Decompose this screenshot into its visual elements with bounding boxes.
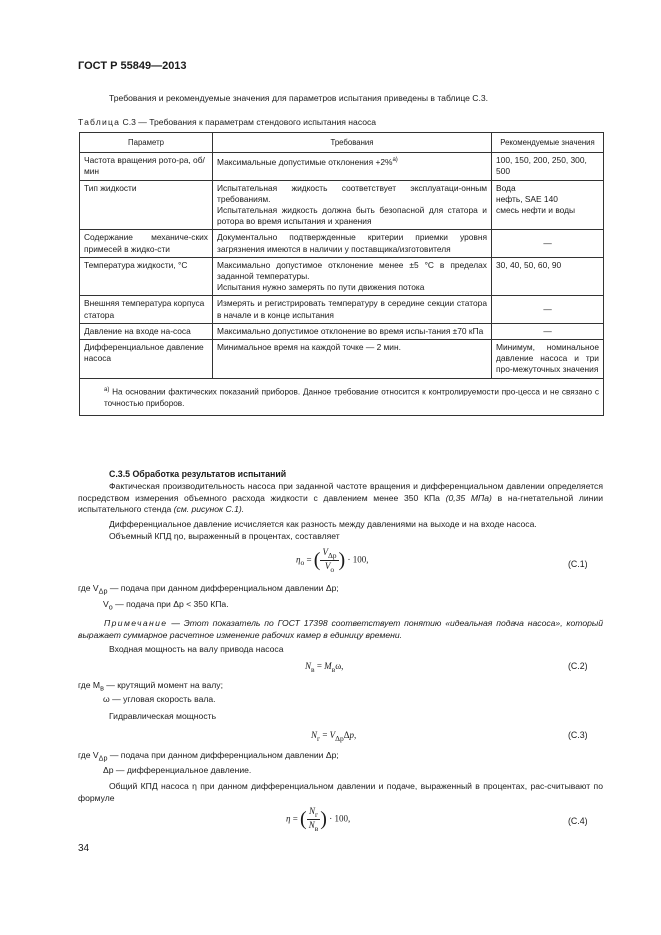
table-caption — [78, 117, 376, 127]
header-requirements: Требования — [213, 133, 492, 153]
paragraph-input-power: Входная мощность на валу привода насоса — [109, 644, 284, 654]
para-italic: (0,35 МПа) — [445, 492, 492, 503]
cell-recommended — [492, 180, 604, 230]
table-row — [80, 340, 604, 379]
where-item: где $М_в$ — крутящий момент на валу; — [78, 680, 223, 693]
document-id: ГОСТ Р 55849—2013 — [78, 60, 187, 72]
note-text: — Этот показатель по ГОСТ 17398 соответствует понятию «идеальная подача насоса», который выражает суммарное расчетное изменение рабочих камер в единицу времени. — [78, 618, 603, 640]
cell-parameter: Частота вращения рото-ра, об/мин — [80, 153, 213, 180]
formula-c2: $N_в = M_в\omega$, — [305, 661, 344, 674]
paragraph-hydraulic: Гидравлическая мощность — [109, 711, 217, 721]
cell-requirement — [213, 257, 492, 296]
cell-parameter: Давление на входе на-соса — [80, 323, 213, 339]
cell-parameter: Внешняя температура корпуса статора — [80, 296, 213, 323]
note-label: Примечание — [104, 618, 168, 628]
where-item: где $V_{\Delta p}$ — подача при данном дифференциальном давлении Δр; — [78, 750, 339, 763]
para-text: Фактическая производительность насоса при заданной частоте вращения и дифференциальном давлении определяется посредством измерения объемного расхода жидкости с давлением менее 350 КПа — [78, 481, 603, 503]
fraction: $\frac{N_г}{N_в}$ — [308, 806, 319, 833]
note-paragraph — [78, 618, 603, 641]
header-parameter: Параметр — [80, 133, 213, 153]
fraction: $\frac{V_{\Delta p}}{V_о}$ — [322, 547, 337, 574]
intro-paragraph: Требования и рекомендуемые значения для параметров испытания приведены в таблице С.3. — [109, 93, 489, 103]
page-number: 34 — [78, 843, 90, 854]
cell-recommended: 30, 40, 50, 60, 90 — [492, 257, 604, 296]
cell-recommended: 100, 150, 200, 250, 300, 500 — [492, 153, 604, 180]
cell-requirement: Документально подтвержденные критерии приемки уровня загрязнения имеются в наличии у поставщика/изготовителя — [213, 230, 492, 257]
table-caption-prefix: Таблица — [78, 117, 121, 127]
section-paragraph — [78, 481, 603, 516]
paragraph-total-efficiency: Общий КПД насоса η при данном дифференциальном давлении и подаче, выраженный в процентах, рас-считывают по формуле — [78, 781, 603, 803]
cell-parameter: Температура жидкости, °С — [80, 257, 213, 296]
table-row — [80, 257, 604, 296]
cell-recommended: — — [492, 296, 604, 323]
cell-recommended: — — [492, 323, 604, 339]
cell-recommended: Минимум, номинальное давление насоса и три про-межуточных значения — [492, 340, 604, 379]
formula-c3: $N_г = V_{\Delta p}\Delta p$, — [311, 730, 357, 743]
rec-line: нефть, SAE 140 — [496, 193, 558, 204]
formula-tail: · 100, — [347, 554, 369, 565]
table-header-row — [80, 133, 604, 153]
table-footnote-row — [80, 378, 604, 415]
req-line: Испытательная жидкость соответствует эксплуатаци-онным требованиям. — [217, 182, 487, 204]
cell-recommended: — — [492, 230, 604, 257]
where-item: $V_о$ — подача при Δр < 350 КПа. — [103, 599, 229, 612]
formula-number: (С.3) — [568, 730, 588, 740]
req-text: Максимальные допустимые отклонения +2% — [217, 157, 393, 167]
formula-c1: $\eta_о$ = ( $\frac{V_{\Delta p}}{V_о}$ ) · 100, — [296, 547, 369, 574]
formula-c4: η = ( $\frac{N_г}{N_в}$ ) · 100, — [286, 806, 351, 833]
header-recommended: Рекомендуемые значения — [492, 133, 604, 153]
where-item: Δр — дифференциальное давление. — [103, 765, 252, 775]
where-item: где $V_{\Delta p}$ — подача при данном дифференциальном давлении Δр; — [78, 583, 339, 596]
cell-requirement: Максимально допустимое отклонение во время испы-тания ±70 кПа — [213, 323, 492, 339]
cell-parameter: Содержание механиче-ских примесей в жидко-сти — [80, 230, 213, 257]
section-paragraph: Объемный КПД ηо, выраженный в процентах, составляет — [109, 531, 340, 541]
requirements-table — [79, 132, 604, 416]
formula-tail: · 100, — [329, 813, 351, 824]
where-item: ω — угловая скорость вала. — [103, 694, 216, 704]
para-text: в на-гнетательной линии испытательного стенда — [78, 492, 603, 515]
table-row — [80, 323, 604, 339]
cell-requirement: Измерять и регистрировать температуру в середине секции статора в начале и в конце испытания — [213, 296, 492, 323]
para-italic: (см. рисунок С.1). — [173, 504, 245, 515]
section-heading: С.3.5 Обработка результатов испытаний — [109, 469, 287, 479]
footnote-text: На основании фактических показаний приборов. Данное требование относится к контролируемости про-цесса и не связано с точностью приборов. — [104, 387, 599, 408]
table-row — [80, 153, 604, 180]
cell-requirement — [213, 153, 492, 180]
rec-line: Вода — [496, 182, 516, 193]
footnote-mark: а) — [104, 386, 110, 393]
formula-number: (С.1) — [568, 559, 588, 569]
table-row — [80, 230, 604, 257]
cell-requirement: Минимальное время на каждой точке — 2 мин. — [213, 340, 492, 379]
req-line: Испытательная жидкость должна быть безопасной для статора и ротора во время испытания и хранения — [217, 205, 487, 227]
table-footnote — [80, 378, 604, 415]
req-line: Испытания нужно замерять по пути движения потока — [217, 282, 425, 293]
formula-number: (С.4) — [568, 816, 588, 826]
cell-requirement — [213, 180, 492, 230]
table-row — [80, 180, 604, 230]
section-paragraph: Дифференциальное давление исчисляется как разность между давлениями на выходе и на входе насоса. — [109, 519, 537, 529]
cell-parameter: Дифференциальное давление насоса — [80, 340, 213, 379]
table-row — [80, 296, 604, 323]
table-caption-title: С.3 — Требования к параметрам стендового испытания насоса — [120, 117, 377, 127]
formula-number: (С.2) — [568, 661, 588, 671]
rec-line: смесь нефти и воды — [496, 205, 576, 216]
footnote-ref: а) — [392, 157, 398, 164]
req-line: Максимально допустимое отклонение менее ±5 °С в пределах заданной температуры. — [217, 259, 487, 282]
cell-parameter: Тип жидкости — [80, 180, 213, 230]
